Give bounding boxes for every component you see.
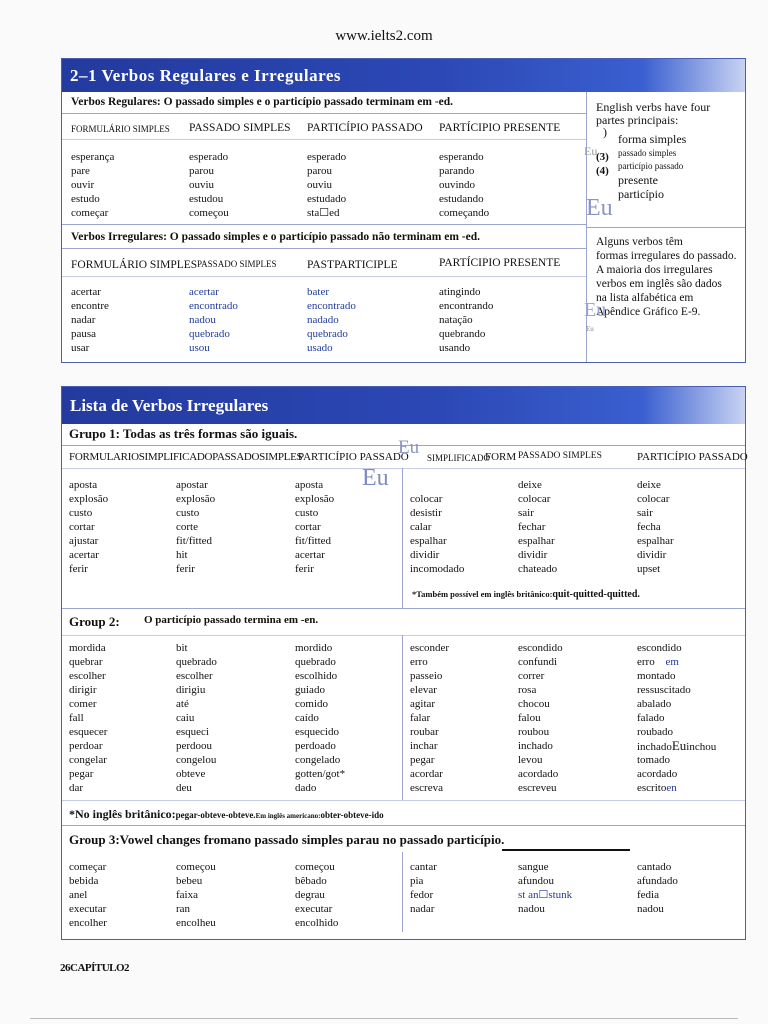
- list-item: estudando: [439, 193, 484, 205]
- col-header: PASSADO SIMPLES: [189, 122, 291, 134]
- list-item: esqueci: [176, 726, 209, 738]
- list-item: esperando: [439, 151, 484, 163]
- regular-verbs-note: Verbos Regulares: O passado simples e o particípio passado terminam em -ed.: [71, 96, 454, 108]
- list-item: bêbado: [295, 875, 327, 887]
- list-item: erro em: [637, 656, 679, 668]
- list-item: explosão: [69, 493, 109, 505]
- col-header: FORMULARIOSIMPLIFICADOPASSADOSIMPLES: [69, 451, 303, 463]
- side-note-2: [596, 235, 737, 319]
- list-item: faixa: [176, 889, 198, 901]
- eu-mark: Eu: [398, 437, 420, 458]
- list-item: nadou: [189, 314, 216, 326]
- list-item: nadou: [518, 903, 545, 915]
- col-header: PARTÍCIPIO PRESENTE: [439, 122, 561, 134]
- list-item: ouviu: [189, 179, 215, 191]
- list-item: inchado: [518, 740, 553, 752]
- side-note-line: verbos em inglês são dados: [596, 278, 722, 290]
- list-item: inchadoEuinchou: [637, 738, 717, 753]
- list-item: roubou: [518, 726, 550, 738]
- list-item: colocar: [410, 493, 443, 505]
- list-item: bit: [176, 642, 188, 654]
- side-note-intro: partes principais:: [596, 113, 679, 127]
- list-item: passeio: [410, 670, 443, 682]
- list-item: nadado: [307, 314, 339, 326]
- list-item: espalhar: [637, 535, 674, 547]
- side-note-number: (4): [596, 165, 609, 177]
- list-item: fecha: [637, 521, 661, 533]
- list-item: quebrado: [189, 328, 230, 340]
- g1-right-participle-col: [637, 478, 674, 576]
- list-item: ajustar: [69, 535, 99, 547]
- list-item: dado: [295, 782, 317, 794]
- list-item: falar: [410, 712, 431, 724]
- list-item: hit: [176, 549, 188, 561]
- side-note-intro: English verbs have four: [596, 100, 711, 114]
- list-item: erro: [410, 656, 428, 668]
- list-item: sair: [518, 507, 534, 519]
- g1-simple-col: [69, 478, 108, 576]
- list-item: aposta: [69, 479, 98, 491]
- col-header: FORMULÁRIO SIMPLES: [71, 124, 170, 134]
- side-note-line: na lista alfabética em: [596, 292, 694, 304]
- col-header: PARTICÍPIO PASSADO: [637, 451, 748, 463]
- list-item: usando: [439, 342, 471, 354]
- list-item: explosão: [176, 493, 216, 505]
- group2-footnote: *No inglês britânico:pegar-obteve-obteve.Em inglês americano:obter-obteve-ido: [69, 807, 384, 821]
- list-item: comido: [295, 698, 328, 710]
- list-item: ouvindo: [439, 179, 476, 191]
- section-header: [62, 59, 745, 92]
- list-item: bebida: [69, 875, 99, 887]
- list-item: escondido: [637, 642, 682, 654]
- side-note-line: Apêndice Gráfico E-9.: [596, 306, 701, 318]
- list-item: pegar: [410, 754, 435, 766]
- list-item: chocou: [518, 698, 550, 710]
- g3-past-col: [176, 860, 216, 930]
- group2-desc: O particípio passado termina em -en.: [144, 614, 319, 626]
- list-item: deixe: [637, 479, 661, 491]
- list-item: caído: [295, 712, 319, 724]
- list-item: colocar: [518, 493, 551, 505]
- list-item: acordar: [410, 768, 443, 780]
- side-note-item: particípio: [618, 187, 664, 201]
- list-item: esquecer: [69, 726, 108, 738]
- group1-footnote: *Também possível em inglês britânico:quit-quitted-quitted.: [412, 589, 640, 600]
- col-header: PASSADO SIMPLES: [518, 451, 602, 461]
- list-item: aposta: [295, 479, 324, 491]
- list-item: acertar: [189, 286, 219, 298]
- g1-past-col: [176, 478, 215, 576]
- list-item: nadar: [410, 903, 435, 915]
- list-item: pegar: [69, 768, 94, 780]
- list-item: escolher: [69, 670, 106, 682]
- col-header: PASTPARTICIPLE: [307, 259, 398, 271]
- g2-right-simple-col: [410, 641, 449, 795]
- list-item: usou: [189, 342, 210, 354]
- g2-simple-col: [69, 641, 107, 795]
- list-item: encontrado: [307, 300, 356, 312]
- list-item: deixe: [518, 479, 542, 491]
- eu-mark: Eu: [586, 325, 594, 333]
- list-item: gotten/got*: [295, 768, 346, 780]
- side-note-item: forma simples: [618, 132, 687, 146]
- g2-participle-col: [295, 641, 345, 795]
- side-note-number: (3): [596, 151, 609, 163]
- g2-right-past-col: [518, 641, 563, 795]
- list-item: agitar: [410, 698, 436, 710]
- list-item: cantado: [637, 861, 672, 873]
- list-item: confundi: [518, 656, 558, 668]
- side-note-paren: ): [603, 125, 607, 139]
- list-item: cortar: [69, 521, 95, 533]
- list-item: abalado: [637, 698, 672, 710]
- g3-right-participle-col: [637, 860, 678, 916]
- list-item: anel: [69, 889, 88, 901]
- list-item: começar: [71, 207, 109, 219]
- list-item: quebrado: [295, 656, 336, 668]
- list-item: começando: [439, 207, 490, 219]
- g1-participle-col: [295, 478, 334, 576]
- list-item: parou: [307, 165, 333, 177]
- list-item: comer: [69, 698, 97, 710]
- g2-past-col: [176, 641, 217, 795]
- list-item: sair: [637, 507, 653, 519]
- list-item: quebrar: [69, 656, 103, 668]
- g1-right-past-col: [518, 478, 557, 576]
- list-item: sangue: [518, 861, 549, 873]
- list-item: afundado: [637, 875, 678, 887]
- list-item: dividir: [518, 549, 548, 561]
- irregular-list-box: [61, 386, 746, 940]
- col-header: PASSADO SIMPLES: [197, 259, 277, 269]
- regular-present-participle-col: [439, 150, 489, 220]
- list-item: pausa: [71, 328, 97, 340]
- g3-right-simple-col: [410, 860, 437, 916]
- side-note-line: Alguns verbos têm: [596, 236, 683, 248]
- list-item: fechar: [518, 521, 546, 533]
- side-note-item: passado simples: [618, 148, 677, 158]
- list-item: perdoado: [295, 740, 336, 752]
- list-item: fedor: [410, 889, 434, 901]
- list-item: dirigiu: [176, 684, 206, 696]
- list-item: começou: [176, 861, 216, 873]
- list-item: ran: [176, 903, 191, 915]
- col-header: PARTICÍPIO PASSADO: [307, 122, 423, 134]
- list-item: falado: [637, 712, 665, 724]
- regular-simple-form-col: [71, 150, 114, 220]
- list-item: inchar: [410, 740, 438, 752]
- g3-right-past-col: [518, 860, 572, 916]
- list-item: fedia: [637, 889, 659, 901]
- list-item: mordida: [69, 642, 106, 654]
- list-item: afundou: [518, 875, 555, 887]
- list-item: estudo: [71, 193, 100, 205]
- list-item: fit/fitted: [176, 535, 213, 547]
- list-item: tomado: [637, 754, 670, 766]
- list-item: quebrado: [307, 328, 348, 340]
- list-item: ferir: [176, 563, 195, 575]
- section-title: Lista de Verbos Irregulares: [70, 396, 269, 415]
- irregular-verbs-note: Verbos Irregulares: O passado simples e o particípio passado não terminam em -ed.: [71, 231, 480, 243]
- irregular-simple-past-col: [189, 285, 238, 355]
- col-header: PARTICÍPIO PASSADO: [298, 451, 409, 463]
- list-item: usado: [307, 342, 333, 354]
- list-item: obteve: [176, 768, 206, 780]
- g2-right-participle-col: [637, 641, 716, 795]
- list-item: estudou: [189, 193, 224, 205]
- list-item: cantar: [410, 861, 437, 873]
- page-footer: 26CAPÍTULO2: [60, 962, 130, 974]
- section-title: 2–1 Verbos Regulares e Irregulares: [70, 66, 342, 85]
- list-item: nadou: [637, 903, 664, 915]
- list-item: dirigir: [69, 684, 97, 696]
- list-item: acertar: [69, 549, 99, 561]
- list-item: corte: [176, 521, 198, 533]
- list-item: atingindo: [439, 286, 481, 298]
- list-item: parou: [189, 165, 215, 177]
- list-item: esperança: [71, 151, 115, 163]
- list-item: custo: [69, 507, 93, 519]
- list-item: ferir: [295, 563, 314, 575]
- list-item: esperado: [307, 151, 347, 163]
- list-item: executar: [69, 903, 107, 915]
- list-item: encolhido: [295, 917, 339, 929]
- list-item: falou: [518, 712, 541, 724]
- list-item: acordado: [637, 768, 678, 780]
- list-item: calar: [410, 521, 432, 533]
- eu-mark: Eu: [362, 465, 389, 491]
- list-item: congelou: [176, 754, 217, 766]
- side-note-item: presente: [618, 173, 658, 187]
- list-item: encontrado: [189, 300, 238, 312]
- list-item: deu: [176, 782, 192, 794]
- list-item: custo: [176, 507, 200, 519]
- list-item: roubar: [410, 726, 439, 738]
- g3-simple-col: [69, 860, 107, 930]
- list-item: acordado: [518, 768, 559, 780]
- list-item: escreveu: [518, 782, 557, 794]
- list-item: bebeu: [176, 875, 203, 887]
- list-item: chateado: [518, 563, 558, 575]
- list-item: escolher: [176, 670, 213, 682]
- list-item: ressuscitado: [637, 684, 691, 696]
- eu-mark: Eu: [584, 144, 598, 158]
- list-item: congelado: [295, 754, 341, 766]
- list-item: escolhido: [295, 670, 338, 682]
- list-item: montado: [637, 670, 676, 682]
- list-item: ouviu: [307, 179, 333, 191]
- list-item: desistir: [410, 507, 442, 519]
- list-item: perdoar: [69, 740, 103, 752]
- list-item: ferir: [69, 563, 88, 575]
- list-item: incomodado: [410, 563, 465, 575]
- list-item: degrau: [295, 889, 325, 901]
- list-item: guiado: [295, 684, 325, 696]
- col-header: PARTÍCIPIO PRESENTE: [439, 257, 561, 269]
- list-item: executar: [295, 903, 333, 915]
- eu-mark: Eu: [586, 195, 613, 221]
- list-item: pia: [410, 875, 424, 887]
- group2-label: Group 2:: [69, 614, 120, 629]
- list-item: roubado: [637, 726, 674, 738]
- list-item: parando: [439, 165, 475, 177]
- bottom-rule: [30, 1018, 738, 1019]
- list-item: esquecido: [295, 726, 339, 738]
- side-note-line: formas irregulares do passado.: [596, 250, 737, 262]
- list-item: dividir: [410, 549, 440, 561]
- section-header: [62, 387, 745, 424]
- list-item: espalhar: [410, 535, 447, 547]
- list-item: encontre: [71, 300, 109, 312]
- list-item: acertar: [71, 286, 101, 298]
- list-item: começou: [295, 861, 335, 873]
- list-item: elevar: [410, 684, 437, 696]
- list-item: espalhar: [518, 535, 555, 547]
- list-item: ouvir: [71, 179, 95, 191]
- list-item: levou: [518, 754, 543, 766]
- list-item: cortar: [295, 521, 321, 533]
- list-item: fall: [69, 712, 84, 724]
- list-item: dar: [69, 782, 84, 794]
- irregular-simple-form-col: [71, 285, 109, 355]
- side-note-line: A maioria dos irregulares: [596, 264, 713, 276]
- list-item: pare: [71, 165, 90, 177]
- list-item: bater: [307, 286, 329, 298]
- group3-title: Group 3:Vowel changes fromano passado simples parau no passado particípio.: [69, 832, 505, 847]
- list-item: perdoou: [176, 740, 213, 752]
- list-item: encolher: [69, 917, 107, 929]
- col-header: SIMPLIFICADO: [427, 453, 491, 463]
- list-item: até: [176, 698, 189, 710]
- group1-title: Grupo 1: Todas as três formas são iguais.: [69, 426, 298, 441]
- list-item: escreva: [410, 782, 443, 794]
- list-item: explosão: [295, 493, 335, 505]
- list-item: fit/fitted: [295, 535, 332, 547]
- list-item: caiu: [176, 712, 195, 724]
- col-header: FORMULÁRIO SIMPLES: [71, 259, 198, 271]
- list-item: esperado: [189, 151, 229, 163]
- site-url: www.ielts2.com: [335, 28, 433, 44]
- list-item: nadar: [71, 314, 96, 326]
- list-item: começou: [189, 207, 229, 219]
- list-item: upset: [637, 563, 661, 575]
- list-item: apostar: [176, 479, 208, 491]
- side-note-item: particípio passado: [618, 161, 684, 171]
- regular-irregular-box: [61, 58, 746, 363]
- list-item: [410, 478, 464, 492]
- list-item: escritoen: [637, 782, 677, 794]
- g1-right-simple-col: [410, 478, 464, 576]
- g3-participle-col: [295, 860, 338, 930]
- list-item: mordido: [295, 642, 333, 654]
- list-item: sta☐ed: [307, 207, 340, 219]
- list-item: estudado: [307, 193, 347, 205]
- list-item: usar: [71, 342, 90, 354]
- irregular-past-participle-col: [307, 285, 356, 355]
- list-item: acertar: [295, 549, 325, 561]
- col-header: FORM: [485, 451, 517, 463]
- irregular-present-participle-col: [439, 285, 493, 355]
- list-item: correr: [518, 670, 545, 682]
- list-item: natação: [439, 314, 473, 326]
- list-item: quebrado: [176, 656, 217, 668]
- list-item: esconder: [410, 642, 450, 654]
- list-item: quebrando: [439, 328, 486, 340]
- list-item: dividir: [637, 549, 667, 561]
- list-item: começar: [69, 861, 107, 873]
- list-item: escondido: [518, 642, 563, 654]
- list-item: encolheu: [176, 917, 216, 929]
- regular-simple-past-col: [189, 150, 229, 220]
- list-item: encontrando: [439, 300, 494, 312]
- list-item: colocar: [637, 493, 670, 505]
- list-item: rosa: [518, 684, 537, 696]
- regular-past-participle-col: [307, 150, 346, 220]
- eu-mark: Eu: [584, 299, 607, 321]
- list-item: congelar: [69, 754, 107, 766]
- list-item: custo: [295, 507, 319, 519]
- list-item: st an☐stunk: [518, 889, 573, 901]
